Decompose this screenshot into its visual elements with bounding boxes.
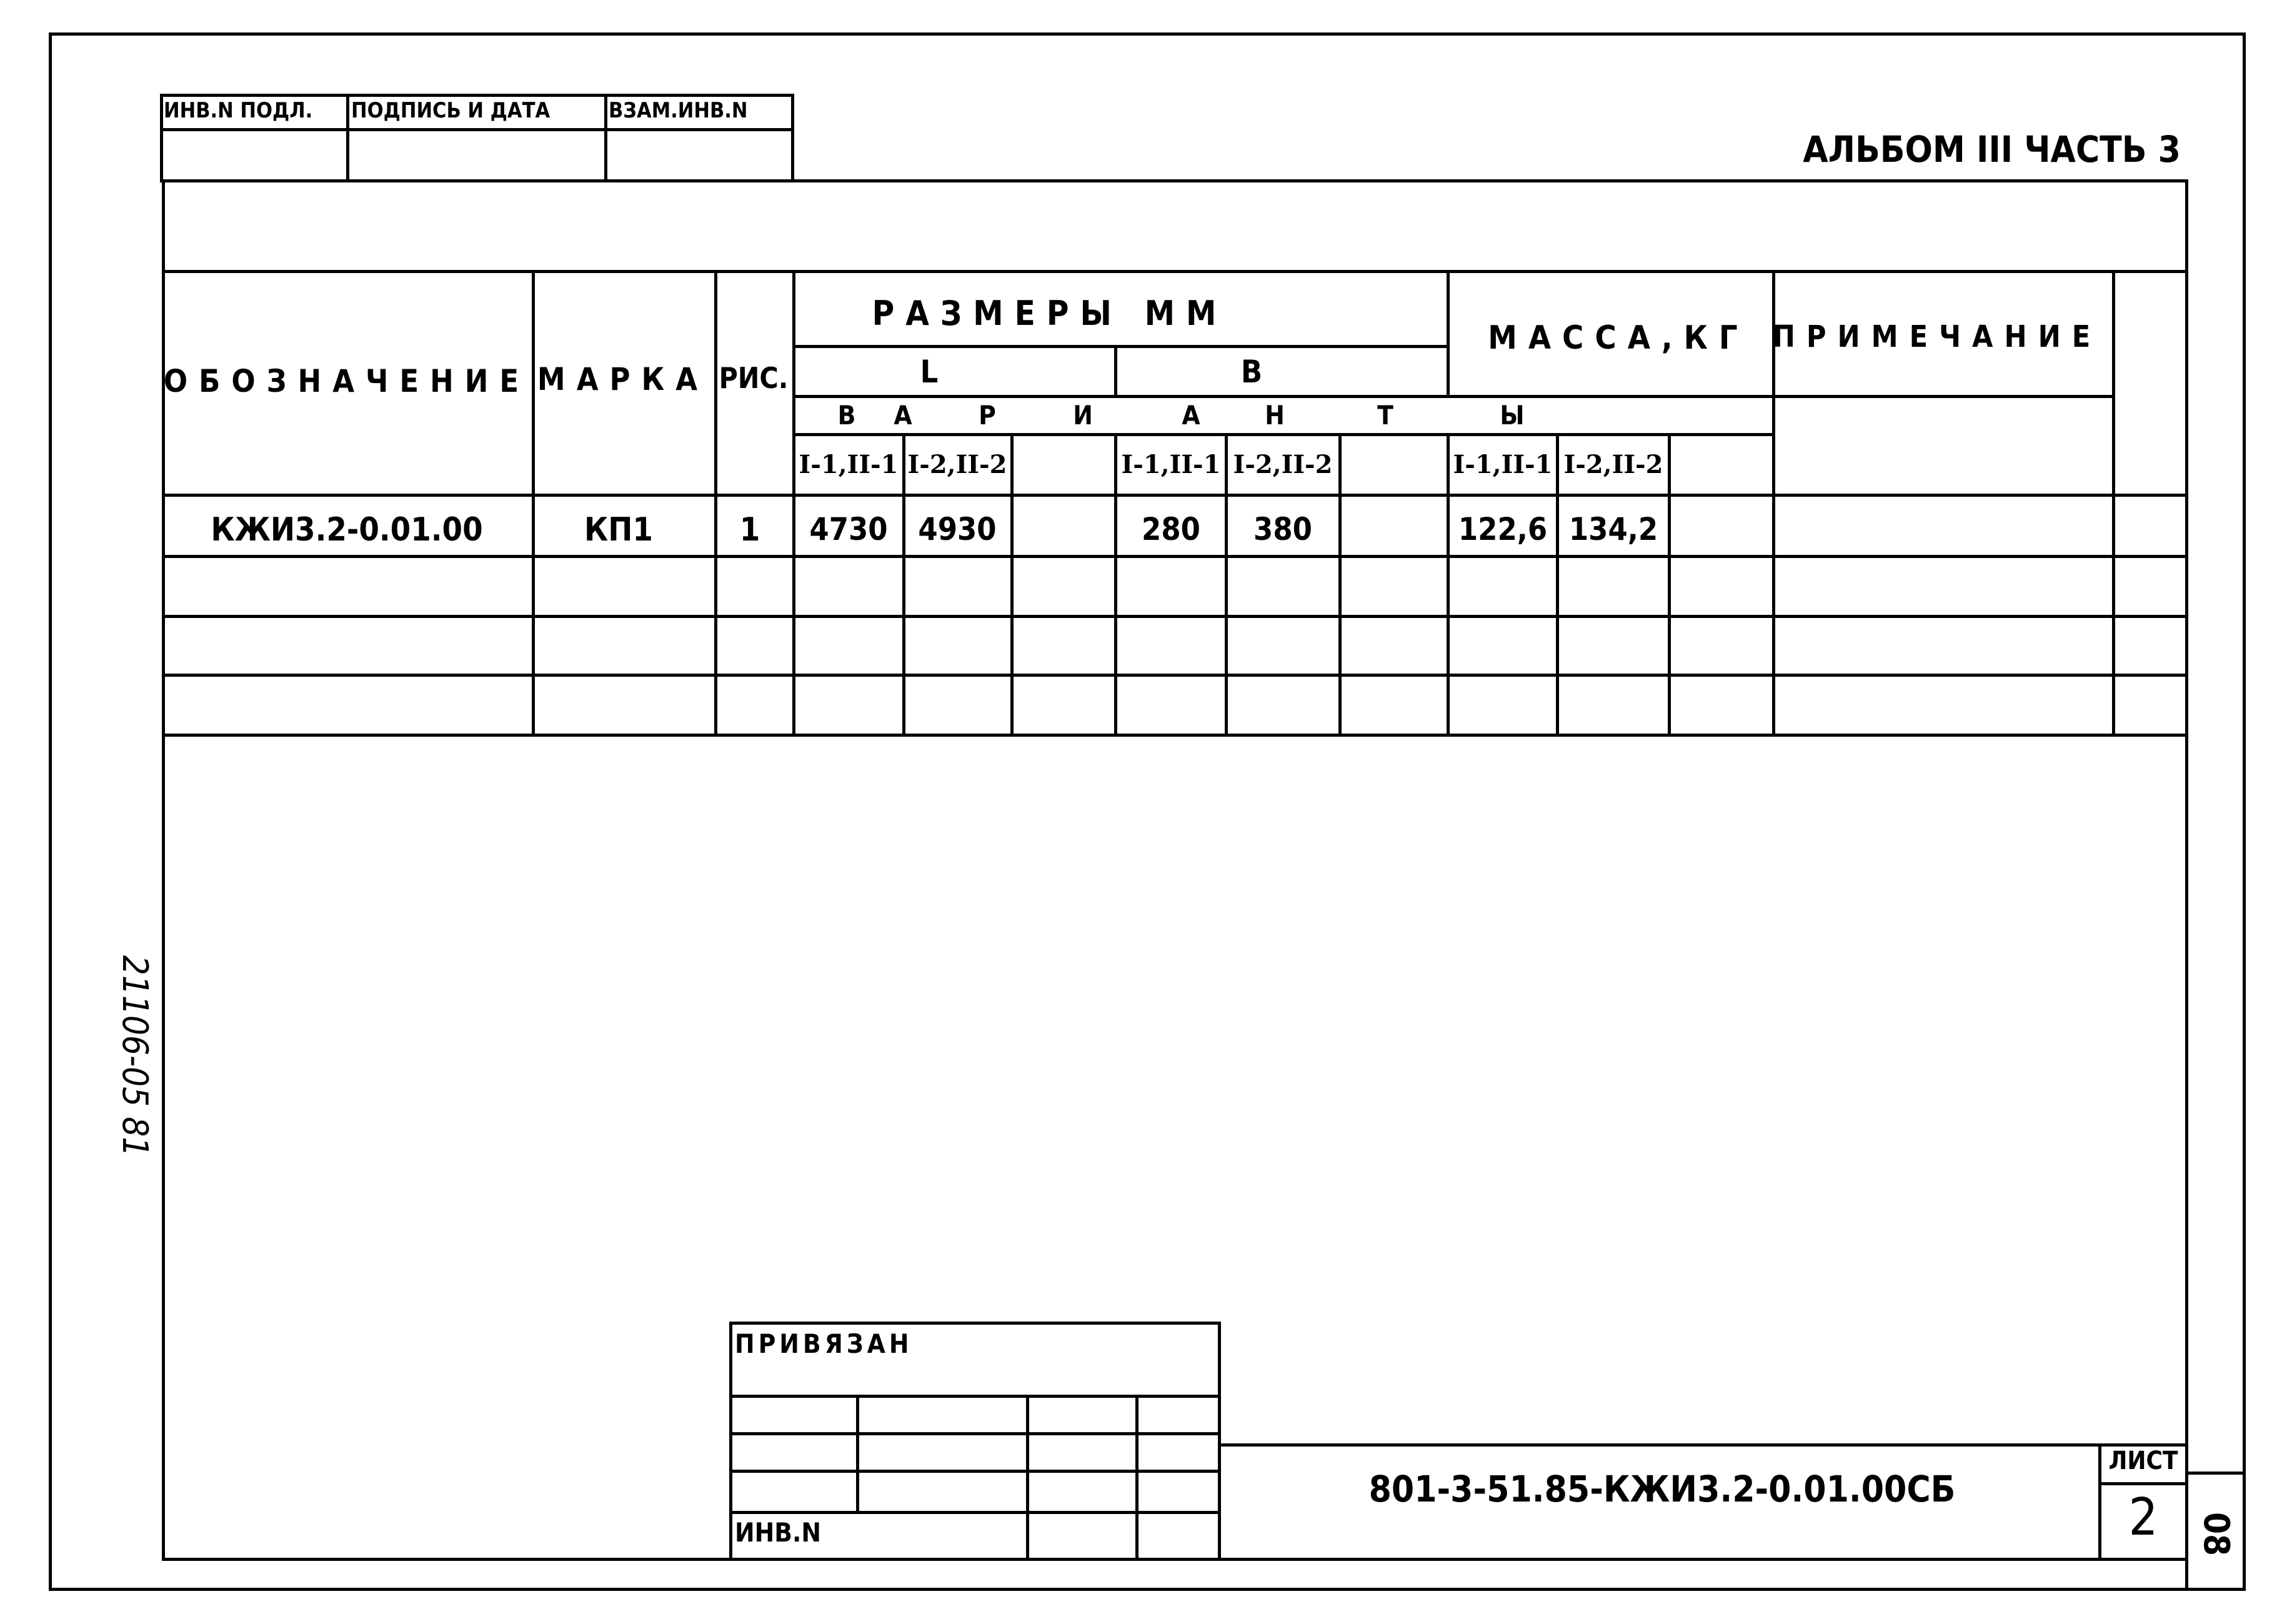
privyazan-line <box>729 1395 1221 1398</box>
table-line <box>792 395 2115 398</box>
subheader-variant: I-2,II-2 <box>907 450 1007 479</box>
header-massa: МАССА,КГ <box>1488 319 1749 357</box>
sheet-number-divider <box>2098 1482 2188 1485</box>
table-line <box>792 345 1448 348</box>
subheader-variant: I-1,II-1 <box>799 450 899 479</box>
privyazan-label: ПРИВЯЗАН <box>735 1328 913 1359</box>
row-line <box>162 555 2188 558</box>
cell-oboznachenie: КЖИ3.2-0.01.00 <box>211 511 483 549</box>
col-divider <box>1225 433 1228 735</box>
col-divider <box>1338 433 1342 735</box>
cell-b1: 280 <box>1142 511 1200 547</box>
privyazan-col <box>856 1395 859 1512</box>
col-divider <box>1556 433 1559 735</box>
inv-n-label: ИНВ.N <box>735 1517 822 1548</box>
row-line <box>162 674 2188 677</box>
header-bottom-line <box>162 494 2188 497</box>
subheader-variant: I-1,II-1 <box>1121 450 1221 479</box>
stamp-vzam-inv: ВЗАМ.ИНВ.N <box>609 98 748 123</box>
header-oboznachenie: ОБОЗНАЧЕНИЕ <box>163 363 531 399</box>
col-divider <box>532 270 535 735</box>
subheader-variant: I-2,II-2 <box>1233 450 1333 479</box>
col-divider <box>1114 345 1117 395</box>
cell-m2: 134,2 <box>1568 511 1658 547</box>
subheader-variant: I-2,II-2 <box>1563 450 1663 479</box>
col-divider <box>1447 270 1450 395</box>
sheet-label: ЛИСТ <box>2108 1447 2178 1475</box>
privyazan-line <box>729 1432 1221 1435</box>
col-divider <box>792 270 795 735</box>
cell-l1: 4730 <box>809 511 888 547</box>
subheader-variant: I-1,II-1 <box>1453 450 1553 479</box>
header-primechanie: ПРИМЕЧАНИЕ <box>1772 319 2102 354</box>
cell-l2: 4930 <box>918 511 997 547</box>
header-razmery: РАЗМЕРЫ ММ <box>872 294 1228 333</box>
privyazan-line <box>729 1470 1221 1473</box>
varianty-letter: И <box>1073 400 1093 431</box>
cell-b2: 380 <box>1253 511 1312 547</box>
stamp-podpis-data: ПОДПИСЬ И ДАТА <box>351 98 551 123</box>
cell-m1: 122,6 <box>1458 511 1548 547</box>
col-divider <box>714 270 717 735</box>
varianty-letter: А <box>894 400 912 431</box>
privyazan-col <box>1026 1395 1029 1561</box>
title-block-top <box>1218 1443 2188 1447</box>
header-b: B <box>1240 354 1263 390</box>
stamp-col-divider <box>346 94 349 182</box>
col-divider <box>1010 433 1014 735</box>
album-label: АЛЬБОМ III ЧАСТЬ 3 <box>1803 128 2181 171</box>
header-marka: МАРКА <box>537 361 709 397</box>
side-inventory-number: 21106-05 81 <box>114 955 155 1157</box>
col-divider <box>1668 433 1671 735</box>
table-top-line <box>162 270 2188 273</box>
col-divider <box>1447 433 1450 735</box>
varianty-letter: Н <box>1265 400 1285 431</box>
col-divider <box>1114 433 1117 735</box>
col-divider <box>2112 270 2115 735</box>
document-code: 801-3-51.85-КЖИ3.2-0.01.00СБ <box>1368 1468 1956 1510</box>
sheet-number: 2 <box>2128 1488 2158 1547</box>
corner-page-number: 08 <box>2196 1512 2236 1557</box>
header-ris: РИС. <box>719 361 789 395</box>
stamp-divider <box>160 128 794 131</box>
varianty-letter: А <box>1182 400 1200 431</box>
cell-ris: 1 <box>739 511 760 549</box>
varianty-letter: В <box>837 400 856 431</box>
stamp-inv-podl: ИНВ.N ПОДЛ. <box>164 98 313 123</box>
varianty-letter: Т <box>1377 400 1393 431</box>
table-bottom-line <box>162 734 2188 737</box>
cell-marka: КП1 <box>584 511 653 549</box>
privyazan-col <box>1135 1395 1139 1561</box>
varianty-letter: Ы <box>1500 400 1525 431</box>
stamp-col-divider <box>604 94 607 182</box>
privyazan-line <box>729 1511 1221 1514</box>
header-l: L <box>920 354 939 390</box>
row-line <box>162 615 2188 618</box>
table-line <box>792 433 1775 436</box>
col-divider <box>902 433 905 735</box>
varianty-letter: Р <box>979 400 996 431</box>
